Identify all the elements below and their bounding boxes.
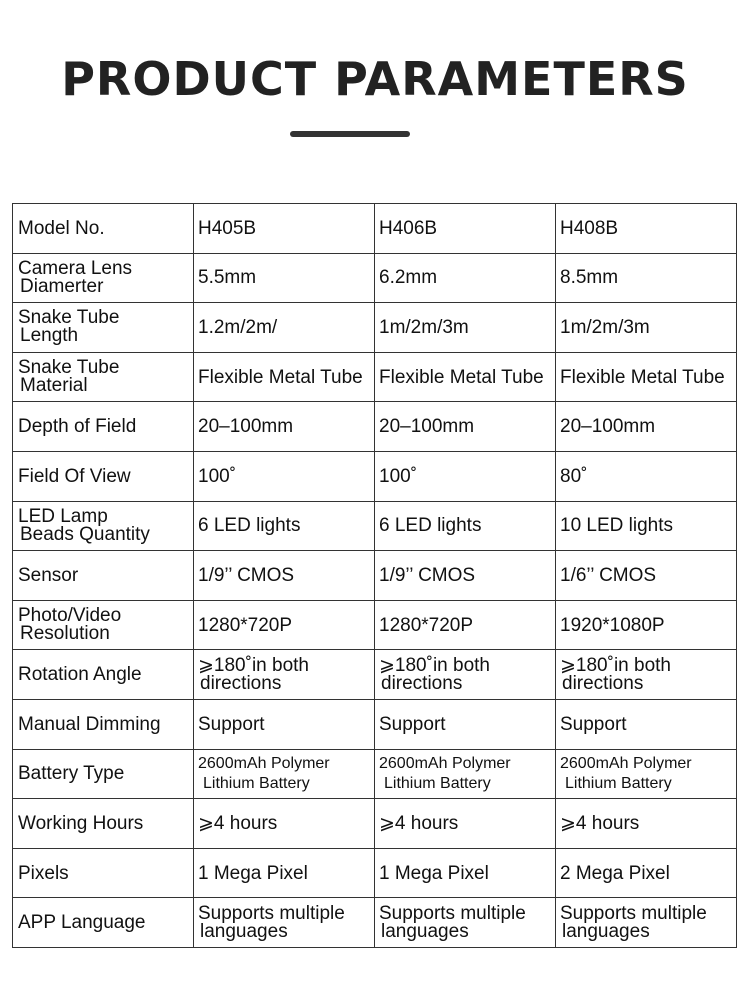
value-cell-text: 1.2m/2m/ xyxy=(198,316,278,338)
table-row xyxy=(13,451,737,501)
value-cell xyxy=(194,253,375,303)
parameters-table xyxy=(12,203,737,948)
parameters-table-body xyxy=(13,204,737,948)
value-cell-text: 1 Mega Pixel xyxy=(379,862,489,884)
row-label xyxy=(13,600,194,650)
row-label xyxy=(13,898,194,948)
value-cell-text: H405B xyxy=(198,217,257,239)
value-cell-text: 100˚ xyxy=(379,465,418,487)
row-label xyxy=(13,501,194,551)
row-label-text: Pixels xyxy=(18,862,69,884)
value-cell xyxy=(194,402,375,452)
value-cell-text: 5.5mm xyxy=(198,267,257,289)
value-cell-line: Lithium Battery xyxy=(384,774,491,792)
row-label xyxy=(13,551,194,601)
value-cell-text xyxy=(379,754,555,794)
row-label-text: Working Hours xyxy=(18,812,144,834)
table-row xyxy=(13,204,737,254)
value-cell xyxy=(194,303,375,353)
value-cell-text: 2 Mega Pixel xyxy=(560,862,670,884)
value-cell xyxy=(194,204,375,254)
value-cell xyxy=(375,501,556,551)
value-cell-line: 2600mAh Polymer xyxy=(560,754,692,772)
value-cell-line: Supports multiple xyxy=(560,902,707,924)
value-cell xyxy=(556,253,737,303)
row-label-text xyxy=(18,359,193,395)
row-label-line: Length xyxy=(20,325,79,347)
value-cell xyxy=(375,451,556,501)
value-cell-text: 1m/2m/3m xyxy=(379,316,469,338)
value-cell-line: ⩾180˚in both xyxy=(198,654,309,676)
value-cell xyxy=(556,799,737,849)
value-cell-text: 20–100mm xyxy=(379,416,475,438)
row-label xyxy=(13,749,194,799)
table-row xyxy=(13,600,737,650)
table-row xyxy=(13,749,737,799)
row-label xyxy=(13,699,194,749)
value-cell xyxy=(375,402,556,452)
row-label-text xyxy=(18,257,193,297)
row-label-line: Beads Quantity xyxy=(20,523,150,545)
value-cell-text: 1280*720P xyxy=(198,614,293,636)
value-cell-text: 1280*720P xyxy=(379,614,474,636)
value-cell xyxy=(375,303,556,353)
page-title: PRODUCT PARAMETERS xyxy=(61,52,689,106)
row-label-line: Resolution xyxy=(20,623,110,645)
row-label xyxy=(13,650,194,700)
value-cell-text: H408B xyxy=(560,217,619,239)
row-label-text: Rotation Angle xyxy=(18,664,142,686)
value-cell xyxy=(194,551,375,601)
value-cell xyxy=(556,204,737,254)
value-cell xyxy=(194,898,375,948)
row-label-line: Camera Lens xyxy=(18,257,133,279)
value-cell-text: 6 LED lights xyxy=(379,515,482,537)
table-row xyxy=(13,848,737,898)
table-row xyxy=(13,699,737,749)
value-cell-text: 1/6’’ CMOS xyxy=(560,564,657,586)
value-cell xyxy=(375,799,556,849)
value-cell-text xyxy=(560,754,736,794)
value-cell-text: ⩾4 hours xyxy=(198,812,278,834)
value-cell-text: 80˚ xyxy=(560,465,588,487)
value-cell-line: languages xyxy=(562,920,650,942)
table-row xyxy=(13,551,737,601)
row-label-text xyxy=(18,607,193,643)
value-cell-text xyxy=(198,654,374,694)
value-cell-text: 20–100mm xyxy=(560,416,656,438)
value-cell xyxy=(556,402,737,452)
row-label-text: Battery Type xyxy=(18,763,125,785)
value-cell xyxy=(194,501,375,551)
value-cell xyxy=(194,352,375,402)
value-cell-line: ⩾180˚in both xyxy=(379,654,490,676)
table-row xyxy=(13,898,737,948)
row-label-text xyxy=(18,505,193,545)
table-row xyxy=(13,253,737,303)
row-label xyxy=(13,303,194,353)
row-label xyxy=(13,402,194,452)
value-cell-text xyxy=(379,902,555,942)
value-cell xyxy=(556,551,737,601)
table-row xyxy=(13,799,737,849)
value-cell xyxy=(375,898,556,948)
value-cell-line: 2600mAh Polymer xyxy=(379,754,511,772)
title-underline xyxy=(290,131,410,137)
row-label xyxy=(13,799,194,849)
row-label-line: Material xyxy=(20,375,88,397)
value-cell xyxy=(556,501,737,551)
value-cell xyxy=(375,253,556,303)
value-cell xyxy=(556,600,737,650)
value-cell-text: 8.5mm xyxy=(560,267,619,289)
row-label xyxy=(13,352,194,402)
value-cell xyxy=(556,650,737,700)
value-cell-line: Lithium Battery xyxy=(203,774,310,792)
value-cell xyxy=(194,699,375,749)
row-label xyxy=(13,253,194,303)
value-cell-text: 1/9’’ CMOS xyxy=(379,564,476,586)
value-cell-text xyxy=(560,902,736,942)
table-row xyxy=(13,650,737,700)
value-cell xyxy=(375,551,556,601)
row-label-text: Depth of Field xyxy=(18,416,137,438)
value-cell xyxy=(194,749,375,799)
value-cell-line: directions xyxy=(562,672,644,694)
value-cell-line: ⩾180˚in both xyxy=(560,654,671,676)
value-cell-text: 1/9’’ CMOS xyxy=(198,564,295,586)
value-cell xyxy=(194,650,375,700)
value-cell xyxy=(375,352,556,402)
value-cell-text: 20–100mm xyxy=(198,416,294,438)
row-label xyxy=(13,451,194,501)
value-cell-line: Supports multiple xyxy=(198,902,345,924)
value-cell xyxy=(556,749,737,799)
value-cell-text: Support xyxy=(198,713,265,735)
value-cell-text: 6.2mm xyxy=(379,267,438,289)
value-cell-line: Supports multiple xyxy=(379,902,526,924)
row-label-text: Sensor xyxy=(18,564,79,586)
value-cell xyxy=(375,749,556,799)
row-label-text: Field Of View xyxy=(18,465,131,487)
value-cell xyxy=(556,699,737,749)
value-cell xyxy=(375,600,556,650)
table-row xyxy=(13,402,737,452)
row-label-line: Snake Tube xyxy=(18,307,120,329)
value-cell xyxy=(194,848,375,898)
value-cell xyxy=(556,451,737,501)
value-cell xyxy=(375,650,556,700)
value-cell-text: H406B xyxy=(379,217,438,239)
row-label-text: Model No. xyxy=(18,217,105,239)
value-cell-text: 100˚ xyxy=(198,465,237,487)
value-cell-line: directions xyxy=(381,672,463,694)
value-cell xyxy=(194,451,375,501)
value-cell-text: ⩾4 hours xyxy=(560,812,640,834)
value-cell-line: languages xyxy=(381,920,469,942)
row-label-text xyxy=(18,309,193,345)
value-cell-text xyxy=(198,902,374,942)
value-cell xyxy=(556,352,737,402)
value-cell-text: 10 LED lights xyxy=(560,515,674,537)
value-cell xyxy=(556,303,737,353)
row-label-text: Manual Dimming xyxy=(18,713,161,735)
row-label-line: Diamerter xyxy=(20,275,104,297)
value-cell-text: Flexible Metal Tube xyxy=(560,366,725,388)
value-cell-text: ⩾4 hours xyxy=(379,812,459,834)
row-label-line: Snake Tube xyxy=(18,357,120,379)
value-cell-line: directions xyxy=(200,672,282,694)
table-row xyxy=(13,352,737,402)
row-label-text: APP Language xyxy=(18,912,146,934)
value-cell xyxy=(194,600,375,650)
value-cell xyxy=(556,898,737,948)
table-row xyxy=(13,501,737,551)
value-cell-text: Support xyxy=(560,713,627,735)
row-label xyxy=(13,848,194,898)
value-cell-text xyxy=(198,754,374,794)
table-row xyxy=(13,303,737,353)
value-cell-line: languages xyxy=(200,920,288,942)
value-cell xyxy=(375,848,556,898)
row-label-line: LED Lamp xyxy=(18,505,108,527)
value-cell-text: 1920*1080P xyxy=(560,614,665,636)
value-cell-text: Support xyxy=(379,713,446,735)
value-cell xyxy=(194,799,375,849)
value-cell-text: Flexible Metal Tube xyxy=(198,366,363,388)
value-cell-text: 6 LED lights xyxy=(198,515,301,537)
value-cell xyxy=(375,699,556,749)
value-cell-text: Flexible Metal Tube xyxy=(379,366,544,388)
row-label xyxy=(13,204,194,254)
value-cell-text: 1m/2m/3m xyxy=(560,316,650,338)
value-cell-text xyxy=(560,654,736,694)
value-cell xyxy=(556,848,737,898)
value-cell-line: Lithium Battery xyxy=(565,774,672,792)
value-cell xyxy=(375,204,556,254)
row-label-line: Photo/Video xyxy=(18,605,122,627)
value-cell-line: 2600mAh Polymer xyxy=(198,754,330,772)
value-cell-text: 1 Mega Pixel xyxy=(198,862,308,884)
value-cell-text xyxy=(379,654,555,694)
